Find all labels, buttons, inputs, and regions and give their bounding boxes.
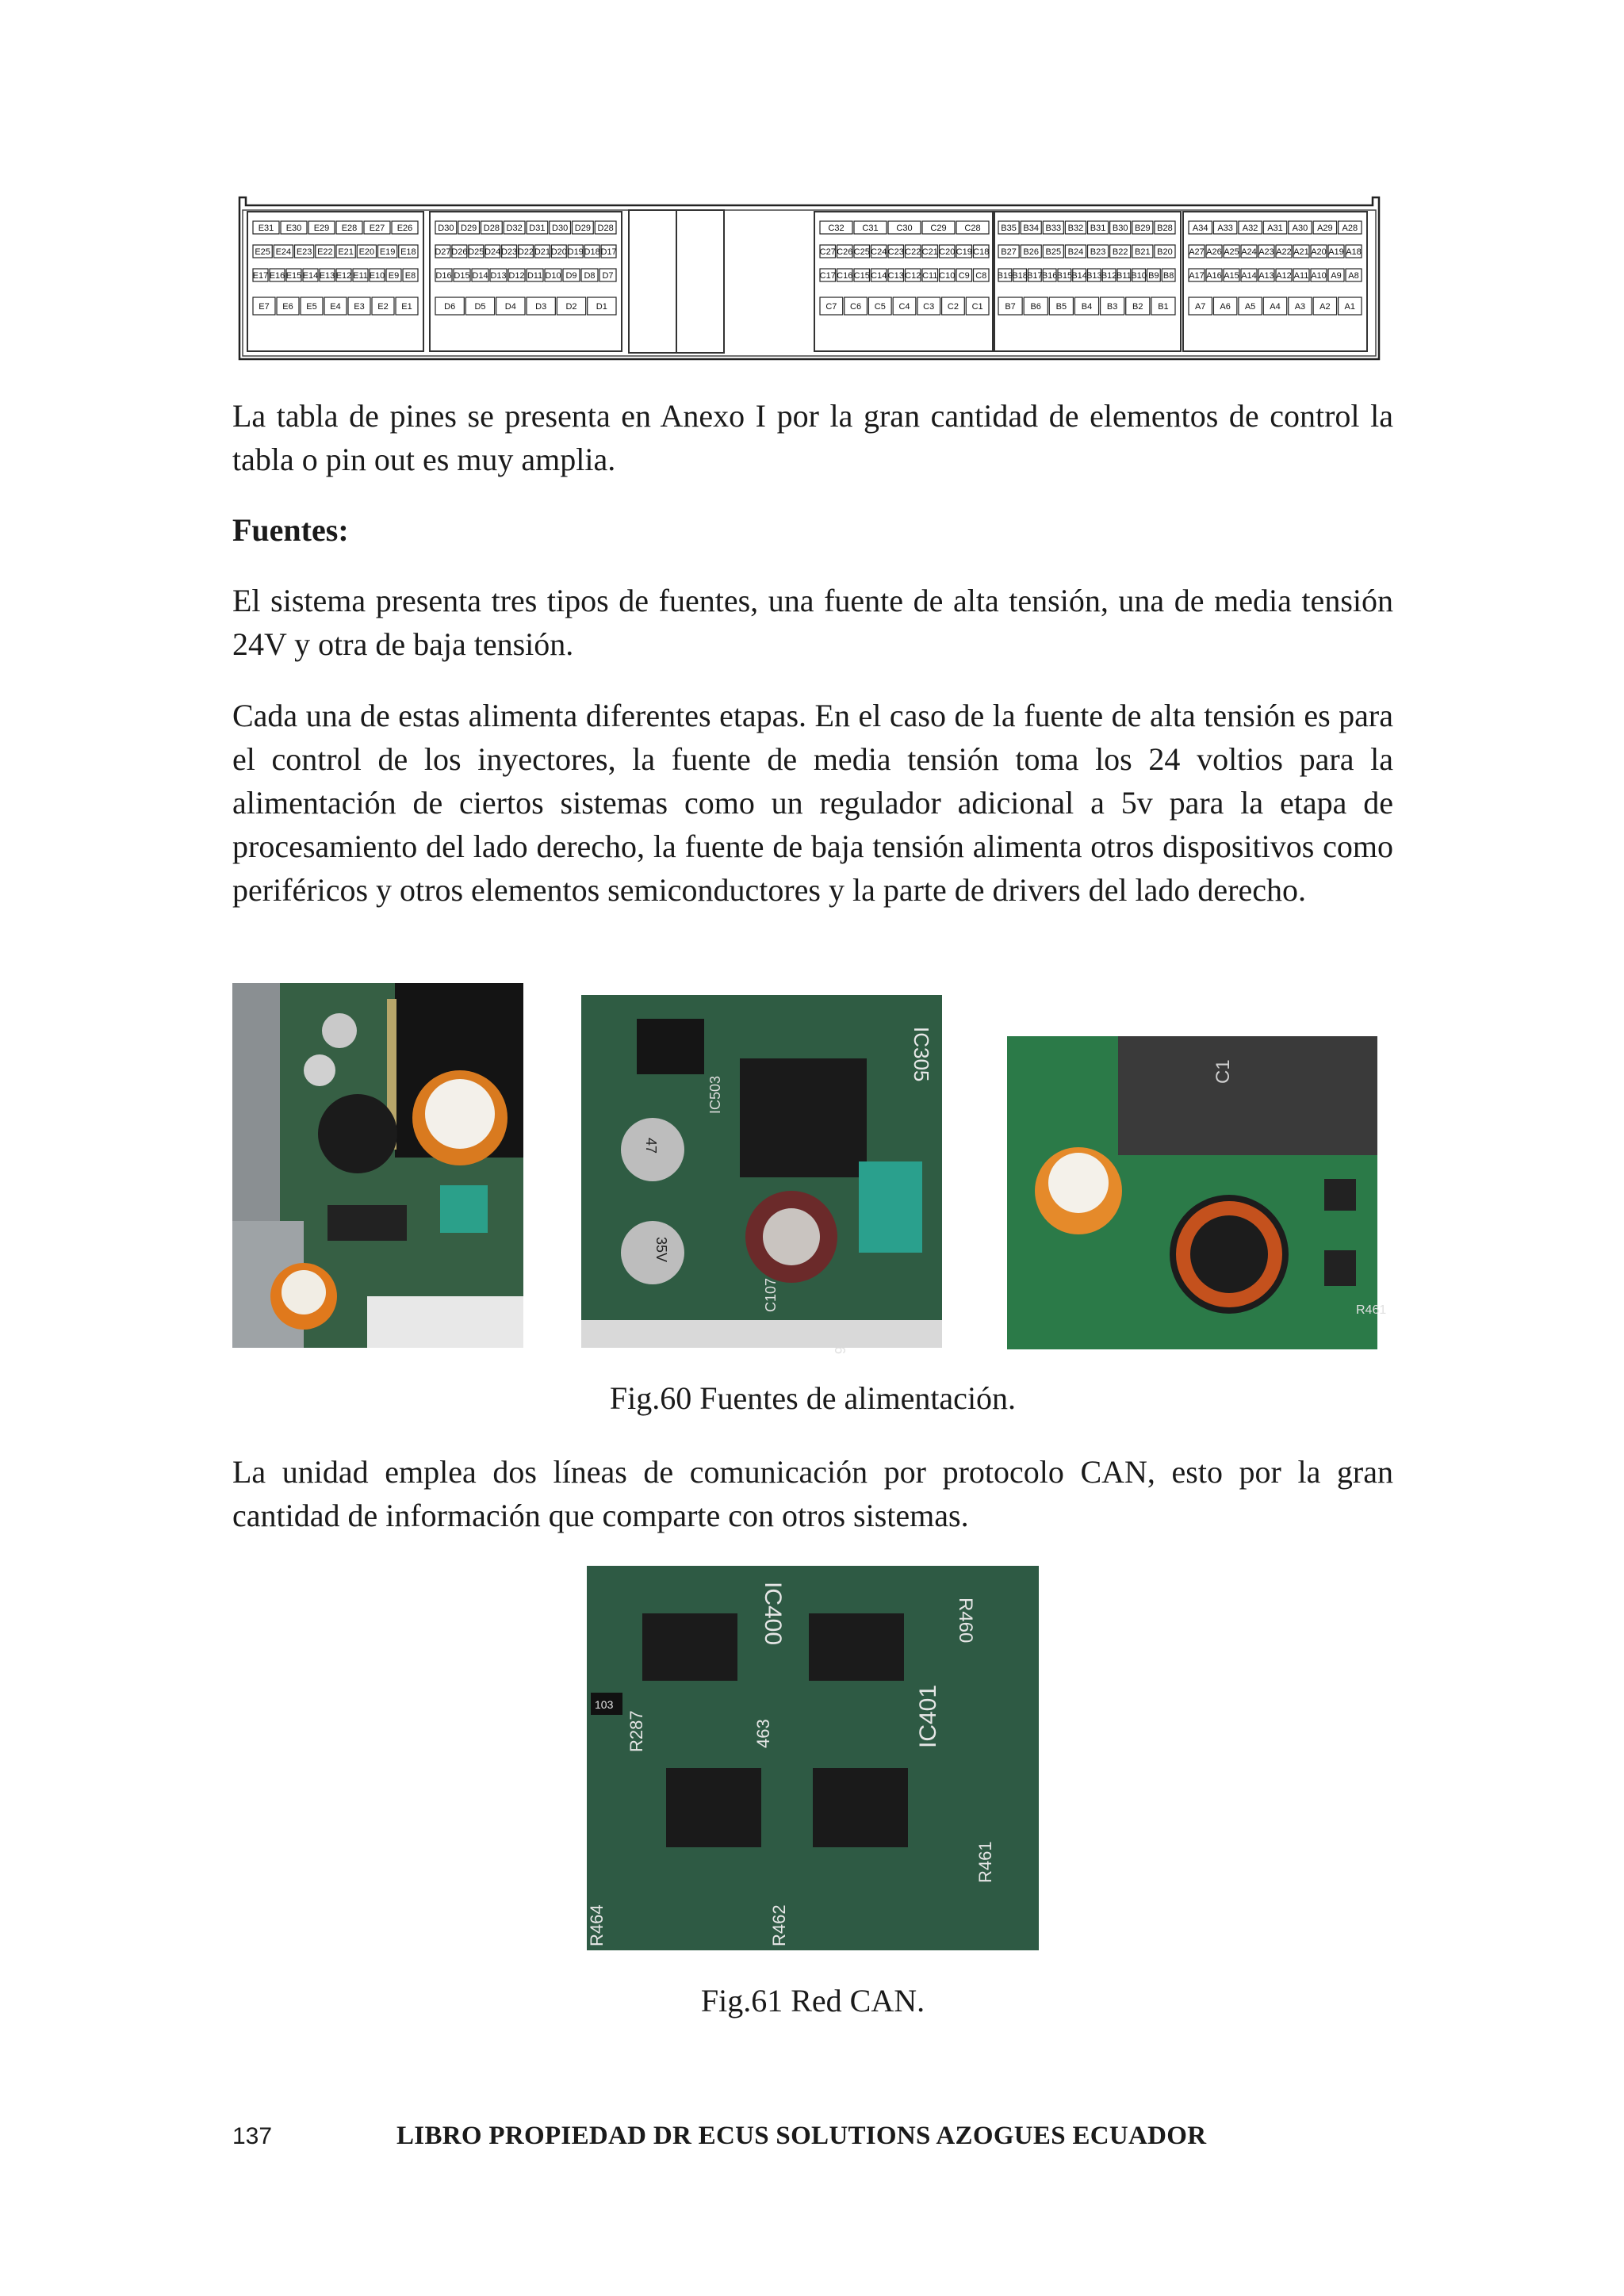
connector-pin-label: B25 (1045, 247, 1062, 257)
connector-pin-label: D30 (552, 224, 569, 233)
connector-pin-label: B12 (1101, 271, 1117, 281)
connector-pin-label: E30 (285, 224, 302, 233)
connector-svg (236, 194, 1382, 362)
connector-pin-label: B22 (1112, 247, 1128, 257)
connector-pin-label: B3 (1106, 302, 1118, 312)
connector-pin-label: B23 (1090, 247, 1106, 257)
connector-pin-label: A15 (1224, 271, 1239, 281)
connector-pin-label: C7 (825, 302, 837, 312)
connector-pin-label: A13 (1258, 271, 1274, 281)
connector-pin-label: E7 (259, 302, 270, 312)
connector-pin-label: B10 (1131, 271, 1147, 281)
connector-pin-label: C26 (837, 247, 853, 257)
connector-pin-label: C18 (973, 247, 990, 257)
connector-pin-label: A12 (1276, 271, 1292, 281)
label-ic305: IC305 (910, 1027, 933, 1082)
connector-pin-label: B15 (1056, 271, 1073, 281)
label-chip-103: 103 (595, 1698, 614, 1711)
connector-pin-label: C1 (971, 302, 983, 312)
connector-pin-label: C8 (975, 271, 987, 281)
connector-pin-label: D13 (490, 271, 507, 281)
connector-pin-label: E12 (335, 271, 352, 281)
connector-pin-label: C11 (922, 271, 938, 281)
connector-pin-label: C20 (939, 247, 956, 257)
connector-pin-label: D4 (504, 302, 516, 312)
connector-pin-label: C23 (887, 247, 904, 257)
connector-pin-label: D5 (474, 302, 486, 312)
connector-pin-label: A7 (1194, 302, 1206, 312)
connector-pin-label: D9 (565, 271, 577, 281)
connector-pin-label: A25 (1224, 247, 1239, 257)
connector-pin-label: E26 (396, 224, 413, 233)
connector-pin-label: C19 (956, 247, 972, 257)
connector-pin-label: E13 (319, 271, 335, 281)
connector-pin-label: D22 (517, 247, 534, 257)
connector-pin-label: C31 (862, 224, 879, 233)
connector-pin-label: E6 (282, 302, 293, 312)
connector-pin-label: C28 (964, 224, 981, 233)
connector-pin-label: A5 (1244, 302, 1256, 312)
connector-pin-label: B14 (1071, 271, 1087, 281)
label-cap-volt: 35V (653, 1237, 669, 1263)
connector-pin-label: C4 (898, 302, 910, 312)
label-r463: 463 (753, 1719, 773, 1748)
connector-pin-label: A26 (1206, 247, 1222, 257)
connector-blank-block (676, 210, 724, 353)
connector-pin-label: E29 (313, 224, 330, 233)
connector-pin-label: C21 (921, 247, 938, 257)
connector-pin-label: A18 (1346, 247, 1362, 257)
connector-pin-label: C14 (871, 271, 887, 281)
connector-pin-label: B30 (1112, 224, 1128, 233)
connector-pin-label: A21 (1293, 247, 1309, 257)
connector-pin-label: A2 (1320, 302, 1331, 312)
connector-pin-label: C29 (930, 224, 947, 233)
connector-pin-label: D2 (565, 302, 577, 312)
connector-pin-label: E4 (330, 302, 341, 312)
paragraph-fuentes-detail: Cada una de estas alimenta diferentes etapas. En el caso de la fuente de alta tensión es para el control de los inyectores, la fuente de media tensión toma los 24 voltios para la alimentación de ciertos sistemas como un regulador adicional a 5v para la etapa de procesamiento del lado derecho, la fuente de baja tensión alimenta otros dispositivos como periféricos y otros elementos semiconductores y la parte de drivers del lado derecho. (232, 698, 1393, 908)
connector-pin-label: D24 (485, 247, 501, 257)
connector-pin-label: A10 (1311, 271, 1327, 281)
connector-pin-label: A3 (1294, 302, 1306, 312)
label-c1: C1 (1212, 1059, 1234, 1084)
label-r461-can: R461 (975, 1841, 995, 1883)
connector-pin-label: D3 (535, 302, 547, 312)
connector-pin-label: E18 (400, 247, 416, 257)
connector-pin-label: D14 (472, 271, 488, 281)
connector-pin-label: A17 (1189, 271, 1205, 281)
connector-pin-label: B9 (1148, 271, 1159, 281)
connector-pin-label: D31 (529, 224, 546, 233)
connector-pin-label: C16 (837, 271, 853, 281)
connector-pin-label: A31 (1267, 224, 1283, 233)
connector-pin-label: C30 (896, 224, 913, 233)
connector-pin-label: B13 (1086, 271, 1102, 281)
connector-pin-label: A1 (1344, 302, 1356, 312)
connector-pin-label: A19 (1328, 247, 1344, 257)
connector-pin-label: C3 (923, 302, 935, 312)
connector-pin-label: E21 (338, 247, 354, 257)
connector-pin-label: A27 (1189, 247, 1205, 257)
photo-power-supply-2 (581, 995, 942, 1348)
connector-blank-block (629, 210, 676, 353)
connector-pin-label: C15 (853, 271, 870, 281)
connector-pin-label: E19 (379, 247, 396, 257)
connector-pin-label: C24 (871, 247, 887, 257)
connector-pin-label: D27 (435, 247, 451, 257)
connector-pin-label: B34 (1023, 224, 1039, 233)
connector-pin-label: A4 (1270, 302, 1281, 312)
label-ic400: IC400 (760, 1582, 786, 1646)
connector-pin-label: E28 (341, 224, 358, 233)
label-ic503: IC503 (707, 1075, 723, 1114)
connector-pin-label: E3 (354, 302, 365, 312)
connector-pin-label: D1 (596, 302, 607, 312)
caption-fig61: Fig.61 Red CAN. (700, 1983, 925, 2019)
connector-pin-label: E20 (358, 247, 375, 257)
connector-pin-label: C17 (819, 271, 836, 281)
connector-pin-label: B5 (1055, 302, 1067, 312)
connector-pin-label: A34 (1192, 224, 1208, 233)
photo-power-supply-3 (1007, 1036, 1387, 1349)
connector-pin-label: E15 (285, 271, 302, 281)
connector-pin-label: B35 (1001, 224, 1017, 233)
connector-pin-label: A9 (1331, 271, 1342, 281)
label-cap-value: 47 (643, 1138, 659, 1154)
connector-pin-label: B32 (1067, 224, 1084, 233)
connector-pin-label: E16 (269, 271, 285, 281)
connector-pin-label: D10 (545, 271, 561, 281)
label-r462: R462 (769, 1904, 789, 1946)
paragraph-fuentes-intro: El sistema presenta tres tipos de fuentes, una fuente de alta tensión, una de media tensión 24V y otra de baja tensión. (232, 583, 1393, 662)
connector-pin-label: B26 (1023, 247, 1039, 257)
connector-pin-label: D26 (451, 247, 468, 257)
connector-pin-label: B20 (1157, 247, 1173, 257)
connector-pin-label: D15 (454, 271, 470, 281)
connector-pin-label: D18 (584, 247, 600, 257)
connector-pin-label: C5 (874, 302, 886, 312)
connector-pin-label: D25 (468, 247, 485, 257)
connector-pin-label: D32 (506, 224, 523, 233)
connector-pin-label: C32 (828, 224, 845, 233)
connector-pin-label: A28 (1342, 224, 1358, 233)
connector-pin-label: C25 (853, 247, 870, 257)
connector-pin-label: E2 (377, 302, 389, 312)
connector-pin-label: B1 (1158, 302, 1169, 312)
connector-pin-label: B2 (1132, 302, 1143, 312)
connector-pin-label: E31 (258, 224, 274, 233)
caption-fig60: Fig.60 Fuentes de alimentación. (609, 1380, 1017, 1416)
connector-pin-label: D23 (500, 247, 518, 257)
connector-pin-label: D8 (584, 271, 596, 281)
connector-pin-label: A8 (1348, 271, 1359, 281)
connector-pin-label: A29 (1317, 224, 1333, 233)
label-r464: R464 (587, 1904, 607, 1946)
connector-pin-label: B28 (1157, 224, 1173, 233)
connector-pin-label: D29 (574, 224, 591, 233)
connector-pin-label: C22 (905, 247, 921, 257)
connector-pin-label: C6 (850, 302, 862, 312)
connector-pin-label: B27 (1001, 247, 1017, 257)
connector-pin-label: B29 (1135, 224, 1151, 233)
connector-pin-label: B19 (997, 271, 1013, 281)
connector-pin-label: C2 (947, 302, 959, 312)
connector-pin-label: D20 (550, 247, 567, 257)
connector-pin-label: B4 (1081, 302, 1093, 312)
paragraph-pin-table: La tabla de pines se presenta en Anexo I por la gran cantidad de elementos de control la tabla o pin out es muy amplia. (232, 398, 1393, 477)
connector-pin-label: E25 (255, 247, 270, 257)
connector-pin-label: E23 (296, 247, 312, 257)
connector-pin-label: C27 (819, 247, 836, 257)
connector-pin-label: B6 (1030, 302, 1041, 312)
connector-pin-label: C9 (958, 271, 970, 281)
connector-pin-label: A30 (1292, 224, 1308, 233)
connector-pin-label: E1 (401, 302, 412, 312)
label-r460: R460 (955, 1598, 976, 1644)
connector-pin-label: A6 (1220, 302, 1231, 312)
label-r287: R287 (626, 1710, 646, 1752)
connector-pin-label: D7 (602, 271, 614, 281)
connector-pin-label: A33 (1217, 224, 1233, 233)
connector-pin-label: D16 (435, 271, 452, 281)
label-c107: C107 (763, 1277, 779, 1312)
connector-pin-label: E9 (388, 271, 400, 281)
connector-pin-label: B7 (1005, 302, 1016, 312)
connector-pin-label: B16 (1041, 271, 1058, 281)
connector-pin-label: A22 (1276, 247, 1292, 257)
connector-pin-label: C12 (905, 271, 921, 281)
connector-pin-label: D19 (567, 247, 584, 257)
connector-pin-label: D6 (444, 302, 456, 312)
connector-pin-label: A16 (1206, 271, 1222, 281)
connector-pin-label: E8 (404, 271, 416, 281)
connector-pin-label: D29 (461, 224, 477, 233)
connector-pin-label: B24 (1067, 247, 1084, 257)
heading-fuentes: Fuentes: (232, 512, 349, 548)
connector-pin-label: B17 (1027, 271, 1043, 281)
connector-pin-label: D30 (438, 224, 454, 233)
connector-pin-label: A32 (1242, 224, 1258, 233)
footer-text: LIBRO PROPIEDAD DR ECUS SOLUTIONS AZOGUES ECUADOR (396, 2122, 1207, 2150)
connector-pin-label: B33 (1045, 224, 1062, 233)
connector-pin-label: A11 (1293, 271, 1309, 281)
connector-pin-label: D11 (527, 271, 543, 281)
connector-pin-label: C13 (887, 271, 904, 281)
connector-pin-label: A24 (1241, 247, 1257, 257)
connector-pin-label: B11 (1116, 271, 1132, 281)
connector-pin-label: B31 (1090, 224, 1106, 233)
connector-pin-label: A23 (1258, 247, 1274, 257)
connector-pin-label: E27 (369, 224, 385, 233)
connector-pin-label: E14 (302, 271, 319, 281)
paragraph-can: La unidad emplea dos líneas de comunicación por protocolo CAN, esto por la gran cantidad de información que comparte con otros sistemas. (232, 1454, 1393, 1533)
connector-pin-label: E24 (275, 247, 292, 257)
connector-pin-label: E11 (353, 271, 368, 281)
connector-pin-label: A14 (1241, 271, 1257, 281)
connector-diagram (236, 194, 1382, 362)
connector-pin-label: C10 (939, 271, 956, 281)
connector-pin-label: A20 (1311, 247, 1327, 257)
label-r461: R461 (1356, 1303, 1387, 1317)
connector-pin-label: D12 (508, 271, 525, 281)
connector-pin-label: E22 (317, 247, 333, 257)
connector-pin-label: D21 (534, 247, 551, 257)
connector-pin-label: D28 (597, 224, 614, 233)
connector-pin-label: B21 (1135, 247, 1151, 257)
connector-pin-label: B8 (1162, 271, 1174, 281)
connector-pin-label: E10 (369, 271, 385, 281)
page-number: 137 (232, 2123, 273, 2149)
connector-pin-label: D28 (483, 224, 500, 233)
label-ic401: IC401 (915, 1684, 941, 1748)
photo-power-supply-1 (232, 983, 523, 1348)
connector-pin-label: E17 (252, 271, 269, 281)
photo-can-network (587, 1566, 1039, 1950)
connector-pin-label: D17 (600, 247, 617, 257)
connector-pin-label: E5 (306, 302, 317, 312)
connector-pin-label: B18 (1012, 271, 1028, 281)
